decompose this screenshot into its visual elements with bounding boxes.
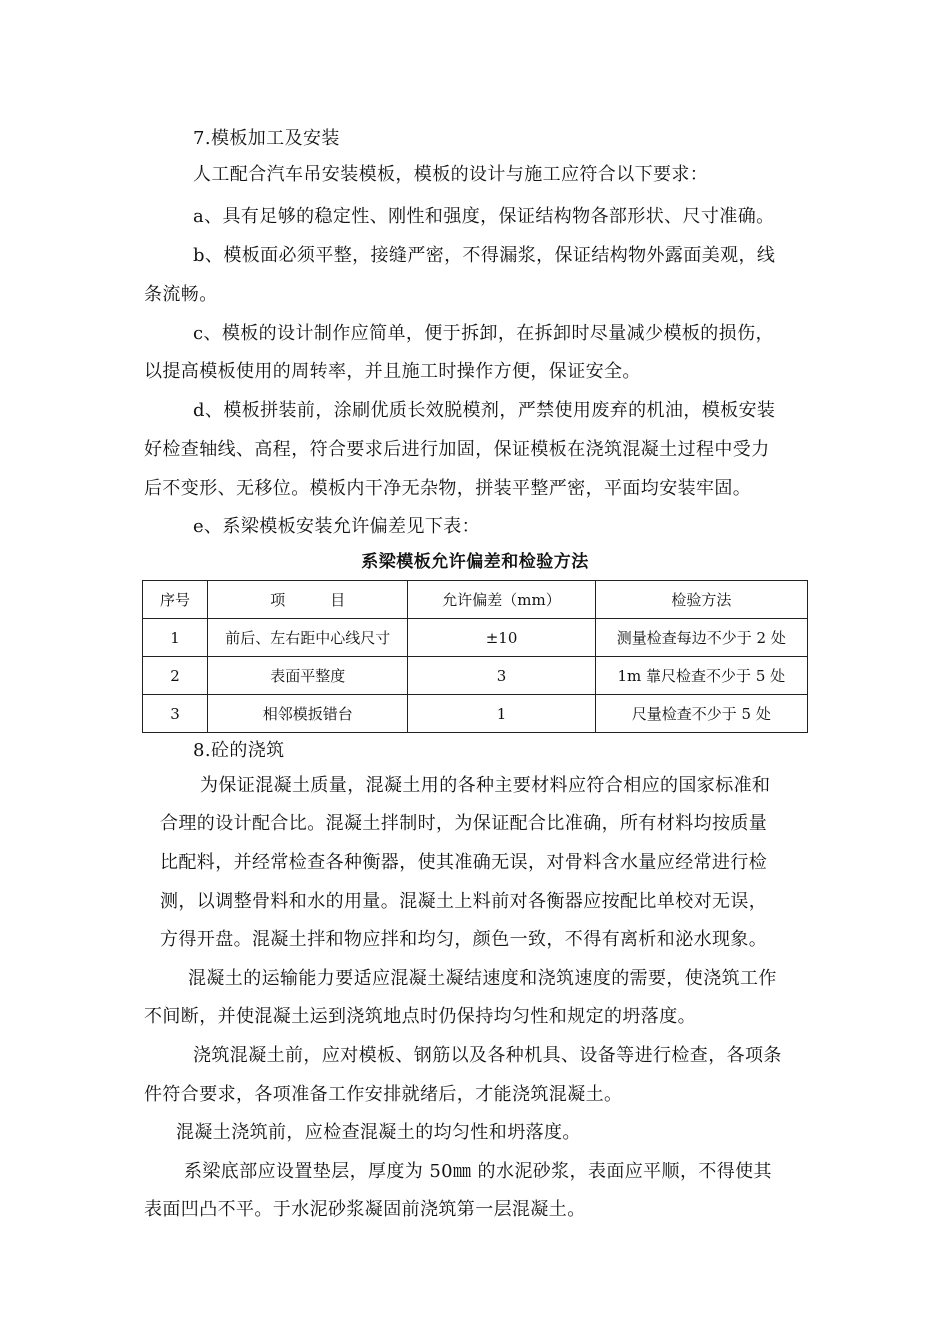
paragraph-line: 好检查轴线、高程，符合要求后进行加固，保证模板在浇筑混凝土过程中受力 (144, 439, 770, 460)
table-row (143, 695, 808, 733)
paragraph-line: d、模板拼装前，涂刷优质长效脱模剂，严禁使用废弃的机油，模板安装 (193, 400, 776, 421)
paragraph-line: e、系梁模板安装允许偏差见下表： (193, 516, 481, 537)
paragraph-line: c、模板的设计制作应简单，便于拆卸，在拆卸时尽量减少模板的损伤， (193, 323, 774, 344)
paragraph-line: 人工配合汽车吊安装模板，模板的设计与施工应符合以下要求： (193, 164, 709, 185)
table-cell: 3 (408, 657, 595, 695)
table-cell: 尺量检查不少于 5 处 (595, 695, 807, 733)
paragraph-line: b、模板面必须平整，接缝严密，不得漏浆，保证结构物外露面美观，线 (193, 245, 776, 266)
table-title: 系梁模板允许偏差和检验方法 (361, 552, 589, 572)
table-cell: ±10 (408, 619, 595, 657)
table-cell: 1 (143, 619, 208, 657)
paragraph-line: 浇筑混凝土前，应对模板、钢筋以及各种机具、设备等进行检查，各项条 (193, 1045, 782, 1066)
table-header-row (143, 581, 808, 619)
table-row (143, 619, 808, 657)
paragraph-line: 以提高模板使用的周转率，并且施工时操作方便，保证安全。 (144, 361, 641, 382)
table-cell: 测量检查每边不少于 2 处 (595, 619, 807, 657)
paragraph-line: 系梁底部应设置垫层，厚度为 50㎜ 的水泥砂浆，表面应平顺，不得使其 (184, 1161, 772, 1182)
tolerance-table (142, 580, 808, 733)
paragraph-line: 混凝土浇筑前，应检查混凝土的均匀性和坍落度。 (176, 1122, 581, 1143)
table-cell: 2 (143, 657, 208, 695)
table-header-cell: 检验方法 (595, 581, 807, 619)
paragraph-line: 混凝土的运输能力要适应混凝土凝结速度和浇筑速度的需要，使浇筑工作 (188, 968, 777, 989)
table-cell: 前后、左右距中心线尺寸 (208, 619, 408, 657)
table-header-cell: 项 目 (208, 581, 408, 619)
paragraph-line: 测，以调整骨料和水的用量。混凝土上料前对各衡器应按配比单校对无误， (160, 891, 768, 912)
table-row (143, 657, 808, 695)
paragraph-line: 后不变形、无移位。模板内干净无杂物，拼装平整严密，平面均安装牢固。 (144, 478, 752, 499)
paragraph-line: 合理的设计配合比。混凝土拌制时，为保证配合比准确，所有材料均按质量 (160, 813, 768, 834)
section-7-heading: 7.模板加工及安装 (193, 128, 340, 149)
table-cell: 表面平整度 (208, 657, 408, 695)
paragraph-line: 不间断，并使混凝土运到浇筑地点时仍保持均匀性和规定的坍落度。 (144, 1006, 696, 1027)
table-cell: 相邻模扳错台 (208, 695, 408, 733)
paragraph-line: 表面凹凸不平。于水泥砂浆凝固前浇筑第一层混凝土。 (144, 1199, 586, 1220)
paragraph-line: 为保证混凝土质量，混凝土用的各种主要材料应符合相应的国家标准和 (200, 775, 771, 796)
table-cell: 3 (143, 695, 208, 733)
paragraph-line: 件符合要求，各项准备工作安排就绪后，才能浇筑混凝土。 (144, 1084, 623, 1105)
table-header-cell: 允许偏差（mm） (408, 581, 595, 619)
table-cell: 1 (408, 695, 595, 733)
paragraph-line: 方得开盘。混凝土拌和物应拌和均匀，颜色一致，不得有离析和泌水现象。 (160, 929, 768, 950)
paragraph-line: a、具有足够的稳定性、刚性和强度，保证结构物各部形状、尺寸准确。 (193, 206, 775, 227)
paragraph-line: 比配料，并经常检查各种衡器，使其准确无误，对骨料含水量应经常进行检 (160, 852, 768, 873)
paragraph-line: 条流畅。 (144, 284, 218, 305)
table-header-cell: 序号 (143, 581, 208, 619)
section-8-heading: 8.砼的浇筑 (193, 740, 285, 761)
table-cell: 1m 靠尺检查不少于 5 处 (595, 657, 807, 695)
